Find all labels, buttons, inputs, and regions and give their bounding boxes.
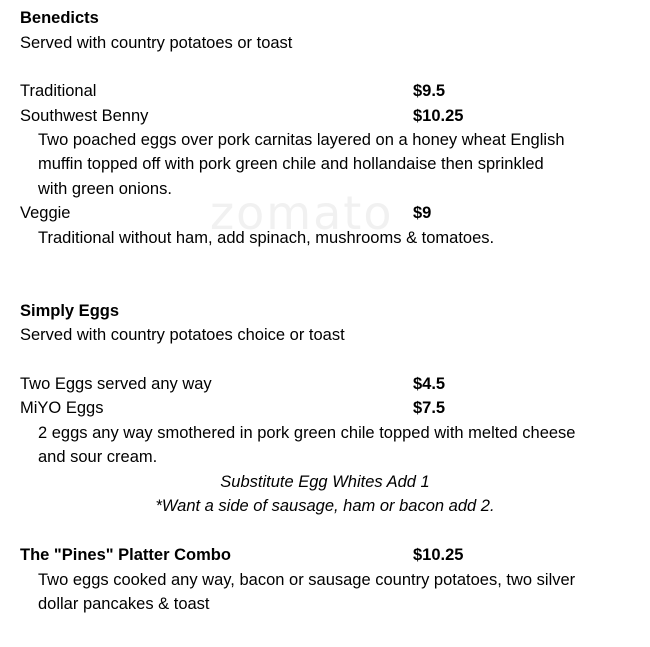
section-subtitle-simply-eggs: Served with country potatoes choice or toast bbox=[20, 326, 345, 344]
menu-item-price-veggie: $9 bbox=[413, 204, 432, 222]
menu-item-name-southwest-benny: Southwest Benny bbox=[20, 107, 149, 125]
menu-item-price-miyo-eggs: $7.5 bbox=[413, 399, 446, 417]
menu-item-name-traditional: Traditional bbox=[20, 82, 97, 100]
menu-item-description-southwest-benny-line-3: with green onions. bbox=[38, 180, 172, 198]
menu-item-price-platter: $10.25 bbox=[413, 546, 464, 564]
menu-item-description-miyo-eggs-line-1: 2 eggs any way smothered in pork green chile topped with melted cheese bbox=[38, 424, 576, 442]
section-subtitle-benedicts: Served with country potatoes or toast bbox=[20, 34, 293, 52]
note-substitute-egg-whites: Substitute Egg Whites Add 1 bbox=[220, 473, 430, 491]
menu-item-description-southwest-benny-line-1: Two poached eggs over pork carnitas layered on a honey wheat English bbox=[38, 131, 565, 149]
note-side-add: *Want a side of sausage, ham or bacon add 2. bbox=[155, 497, 495, 515]
menu-item-name-veggie: Veggie bbox=[20, 204, 71, 222]
section-title-simply-eggs: Simply Eggs bbox=[20, 302, 120, 320]
menu-item-description-miyo-eggs-line-2: and sour cream. bbox=[38, 448, 158, 466]
menu-item-description-southwest-benny-line-2: muffin topped off with pork green chile and hollandaise then sprinkled bbox=[38, 155, 544, 173]
menu-item-description-platter-line-1: Two eggs cooked any way, bacon or sausage country potatoes, two silver bbox=[38, 571, 576, 589]
menu-item-description-platter-line-2: dollar pancakes & toast bbox=[38, 595, 210, 613]
section-title-platter: The "Pines" Platter Combo bbox=[20, 546, 231, 564]
zomato-watermark: zomato bbox=[210, 186, 394, 240]
menu-item-price-two-eggs: $4.5 bbox=[413, 375, 446, 393]
section-title-benedicts: Benedicts bbox=[20, 9, 99, 27]
menu-item-price-southwest-benny: $10.25 bbox=[413, 107, 464, 125]
menu-item-name-miyo-eggs: MiYO Eggs bbox=[20, 399, 104, 417]
menu-item-price-traditional: $9.5 bbox=[413, 82, 446, 100]
menu-item-description-veggie: Traditional without ham, add spinach, mushrooms & tomatoes. bbox=[38, 229, 495, 247]
menu-item-name-two-eggs: Two Eggs served any way bbox=[20, 375, 212, 393]
